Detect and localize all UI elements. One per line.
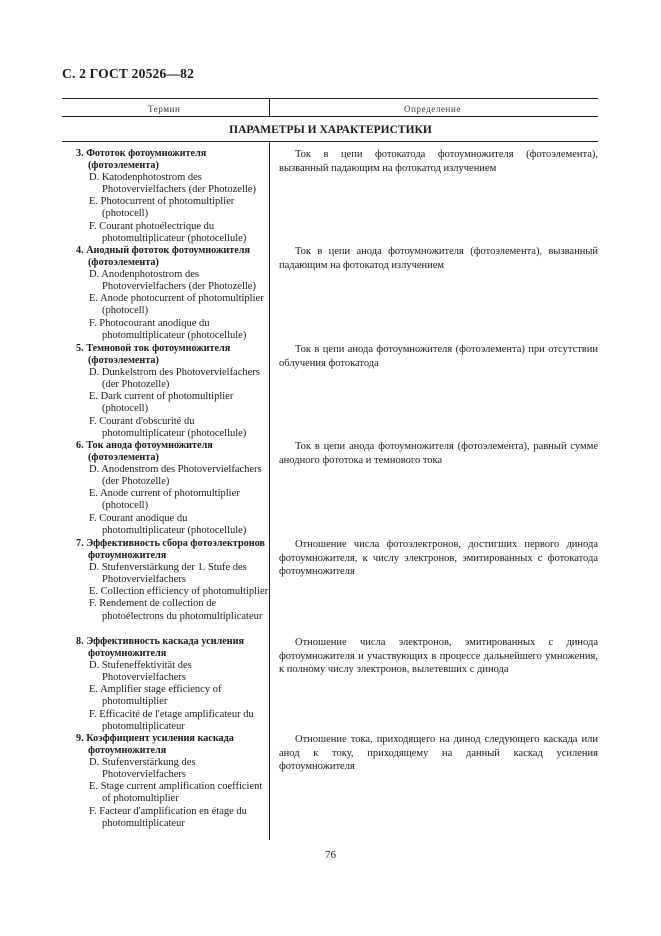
column-header-term: Термин — [148, 104, 181, 114]
term-french: F. Efficacité de l'etage amplificateur du photomultiplicateur — [89, 708, 254, 732]
term-german: D. Dunkelstrom des Photovervielfachers (der Photozelle) — [89, 367, 260, 391]
term-french: F. Courant d'obscurité du photomultiplicateur (photocellule) — [89, 415, 247, 439]
term-english: E. Photocurrent of photomultiplier (photocell) — [89, 196, 235, 220]
term-french: F. Courant photoélectrique du photomultiplicateur (photocellule) — [89, 220, 247, 244]
section-title: ПАРАМЕТРЫ И ХАРАКТЕРИСТИКИ — [229, 124, 432, 136]
term-title: 9. Коэффициент усиления каскада фотоумножителя — [76, 733, 234, 757]
term-german: D. Stufenverstärkung des Photovervielfachers — [89, 757, 196, 781]
term-french: F. Courant anodique du photomultiplicateur (photocellule) — [89, 512, 247, 536]
term-english: E. Stage current amplification coefficient of photomultiplier — [89, 781, 263, 805]
term-entry — [76, 245, 270, 342]
term-french: F. Rendement de collection de photoélectrons du photomultiplicateur — [89, 598, 263, 622]
term-title: 6. Ток анода фотоумножителя (фотоэлемента) — [76, 440, 213, 464]
term-definition: Отношение тока, приходящего на динод следующего каскада или анод к току, приходящему на данный каскад усиления фотоумножителя — [279, 734, 598, 772]
term-title: 8. Эффективность каскада усиления фотоумножителя — [76, 636, 244, 660]
term-title: 3. Фототок фотоумножителя (фотоэлемента) — [76, 148, 207, 172]
term-german: D. Anodenstrom des Photovervielfachers (der Photozelle) — [89, 464, 262, 488]
page-header: С. 2 ГОСТ 20526—82 — [62, 66, 195, 81]
term-german: D. Anodenphotostrom des Photovervielfachers (der Photozelle) — [89, 269, 256, 293]
header-bottom-rule — [62, 116, 598, 117]
term-entry — [76, 636, 270, 733]
term-english: E. Dark current of photomultiplier (photocell) — [89, 391, 234, 415]
term-english: E. Collection efficiency of photomultiplier — [89, 586, 269, 598]
term-definition: Отношение числа фотоэлектронов, достигших первого динода фотоумножителя, к числу электронов, эмитированных с фотокатода фотоумножителя — [279, 539, 598, 577]
header-column-divider — [269, 98, 270, 116]
term-german: D. Katodenphotostrom des Photovervielfachers (der Photozelle) — [89, 172, 256, 196]
term-definition: Ток в цепи анода фотоумножителя (фотоэлемента), вызванный падающим на фотокатод излучением — [279, 246, 598, 271]
term-title: 5. Темновой ток фотоумножителя (фотоэлемента) — [76, 343, 231, 367]
term-german: D. Stufenverstärkung der 1. Stufe des Photovervielfachers — [89, 562, 247, 586]
term-english: E. Anode photocurrent of photomultiplier (photocell) — [89, 293, 264, 317]
term-entry — [76, 343, 270, 440]
term-definition: Отношение числа электронов, эмитированных с динода фотоумножителя и участвующих в процессе дальнейшего умножения, к полному числу электронов, вылетевших с динода — [279, 637, 598, 675]
term-entry — [76, 440, 270, 537]
page-number: 76 — [325, 849, 336, 861]
term-english: E. Anode current of photomultiplier (photocell) — [89, 488, 240, 512]
term-french: F. Photocourant anodique du photomultiplicateur (photocellule) — [89, 317, 247, 341]
term-english: E. Amplifier stage efficiency of photomultiplier — [89, 684, 222, 708]
term-title: 4. Анодный фототок фотоумножителя (фотоэлемента) — [76, 245, 251, 269]
term-entry — [76, 733, 270, 830]
term-entry — [76, 538, 270, 623]
term-definition: Ток в цепи фотокатода фотоумножителя (фотоэлемента), вызванный падающим на фотокатод излучением — [279, 149, 598, 174]
term-title: 7. Эффективность сбора фотоэлектронов фотоумножителя — [76, 538, 265, 562]
term-definition: Ток в цепи анода фотоумножителя (фотоэлемента), равный сумме анодного фототока и темнового тока — [279, 441, 598, 466]
section-bottom-rule — [62, 141, 598, 142]
term-french: F. Facteur d'amplification en étage du photomultiplicateur — [89, 805, 247, 829]
column-header-definition: Определение — [404, 104, 461, 114]
term-entry — [76, 148, 270, 245]
term-german: D. Stufeneffektivität des Photovervielfachers — [89, 660, 192, 684]
table-top-rule — [62, 98, 598, 99]
term-definition: Ток в цепи анода фотоумножителя (фотоэлемента) при отсутствии облучения фотокатода — [279, 344, 598, 369]
